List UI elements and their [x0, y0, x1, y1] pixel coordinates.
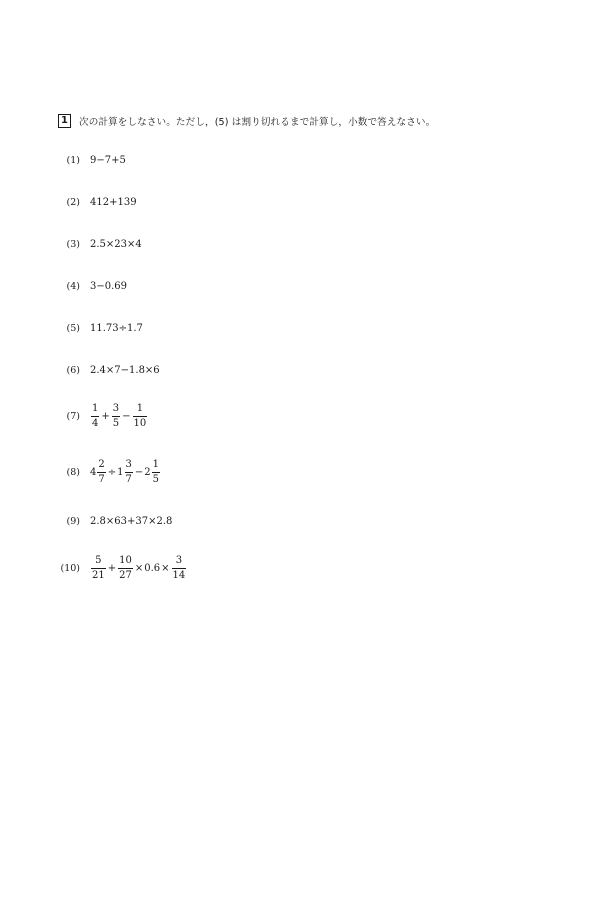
fraction-denominator: 4	[92, 417, 99, 429]
problem-number: (8)	[66, 466, 80, 478]
expression-text: 4	[90, 466, 97, 478]
fraction	[133, 404, 148, 429]
problem-number: (5)	[66, 322, 80, 334]
expression-text: 2.5×23×4	[90, 238, 142, 250]
fraction	[91, 404, 99, 429]
fraction	[97, 460, 105, 485]
fraction	[91, 556, 106, 581]
fraction-numerator: 3	[125, 458, 132, 470]
fraction-denominator: 14	[172, 569, 186, 581]
problem-item	[0, 456, 600, 488]
problem-expression	[90, 312, 143, 344]
fraction-numerator: 10	[119, 554, 132, 566]
expression-text: 412+139	[90, 196, 137, 208]
operator: ÷	[107, 466, 117, 478]
operator: −	[134, 466, 144, 478]
question-header	[58, 114, 435, 128]
question-instruction: 次の計算をしなさい。ただし，(5) は割り切れるまで計算し，小数で答えなさい。	[79, 117, 436, 128]
problem-item	[0, 505, 600, 537]
fraction	[112, 404, 120, 429]
problem-expression	[90, 144, 126, 176]
operator: ×	[161, 562, 170, 574]
problem-number: (1)	[66, 154, 80, 166]
fraction-numerator: 1	[92, 402, 99, 414]
problem-item	[0, 400, 600, 432]
operator: +	[107, 562, 117, 574]
question-number-box: 1	[58, 114, 71, 128]
problem-item	[0, 228, 600, 260]
fraction-numerator: 1	[152, 458, 160, 470]
expression-text: 2.4×7−1.8×6	[90, 364, 160, 376]
problem-expression	[90, 354, 160, 386]
fraction-denominator: 27	[119, 569, 132, 581]
problem-expression	[90, 186, 137, 218]
problem-number: (7)	[66, 410, 80, 422]
fraction-denominator: 21	[92, 569, 105, 581]
problem-expression	[90, 400, 148, 432]
problem-number: (4)	[66, 280, 80, 292]
problem-number: (6)	[66, 364, 80, 376]
problem-expression	[90, 505, 172, 537]
expression-text: 3−0.69	[90, 280, 128, 292]
fraction-numerator: 3	[112, 402, 120, 414]
fraction	[125, 460, 133, 485]
problem-item	[0, 552, 600, 584]
problem-number: (10)	[60, 562, 80, 574]
expression-text: 2.8×63+37×2.8	[90, 515, 173, 527]
problem-number: (2)	[66, 196, 80, 208]
expression-text: 1	[117, 466, 124, 478]
problem-item	[0, 312, 600, 344]
fraction-denominator: 7	[125, 473, 132, 485]
problem-item	[0, 354, 600, 386]
fraction	[172, 556, 187, 581]
fraction-numerator: 3	[175, 554, 183, 566]
fraction	[152, 460, 160, 485]
problem-expression	[90, 456, 161, 488]
fraction-denominator: 7	[98, 473, 105, 485]
problem-expression	[90, 228, 142, 260]
operator: +	[101, 410, 110, 422]
problem-number: (3)	[66, 238, 80, 250]
fraction-numerator: 2	[98, 458, 105, 470]
fraction-denominator: 5	[112, 417, 120, 429]
expression-text: 9−7+5	[90, 154, 126, 166]
expression-text: 11.73÷1.7	[90, 322, 143, 334]
expression-text: 2	[144, 466, 151, 478]
problem-expression	[90, 552, 187, 584]
fraction-denominator: 5	[152, 473, 160, 485]
fraction-numerator: 1	[136, 402, 144, 414]
problem-item	[0, 186, 600, 218]
fraction-denominator: 10	[133, 417, 147, 429]
operator: −	[122, 410, 131, 422]
operator: ×	[134, 562, 144, 574]
fraction	[118, 556, 133, 581]
problem-item	[0, 270, 600, 302]
expression-text: 0.6	[144, 562, 161, 574]
problem-number: (9)	[66, 515, 80, 527]
problem-expression	[90, 270, 127, 302]
fraction-numerator: 5	[95, 554, 102, 566]
problem-item	[0, 144, 600, 176]
